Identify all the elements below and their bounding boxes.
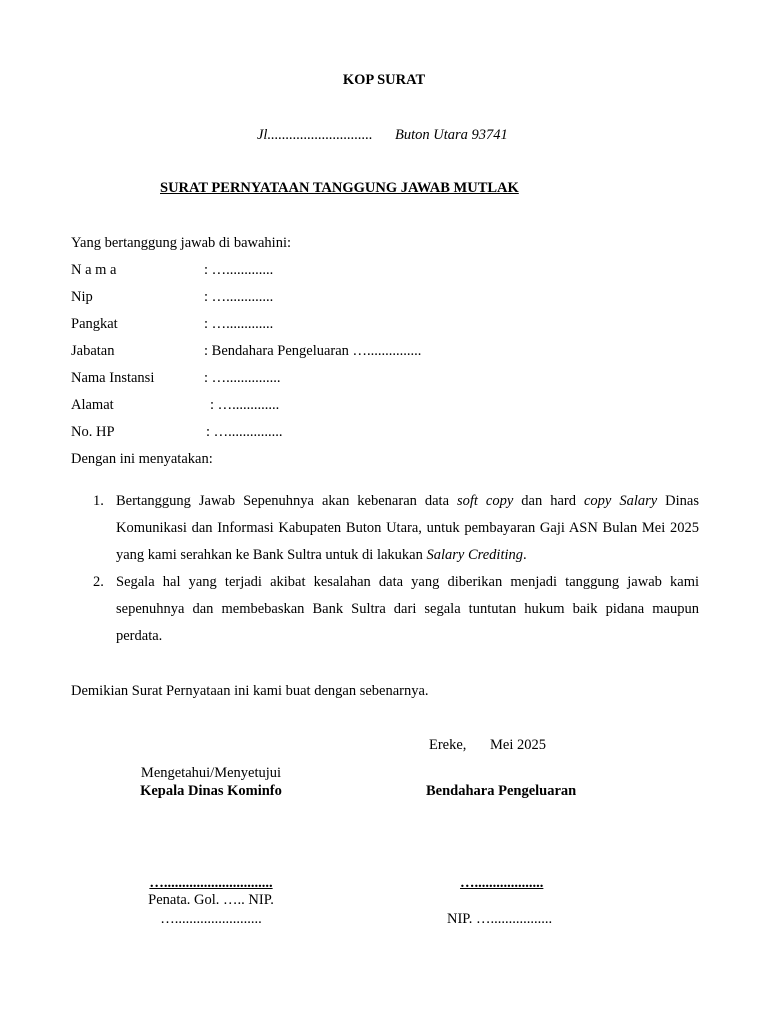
statement-text: . bbox=[523, 547, 527, 563]
sign-place: Ereke, bbox=[429, 737, 467, 753]
statement-list bbox=[93, 488, 699, 650]
field-value-instansi: : …............... bbox=[204, 370, 281, 386]
statement-item bbox=[93, 569, 699, 650]
right-signer-title: Bendahara Pengeluaran bbox=[426, 783, 577, 799]
field-value-alamat: : …............. bbox=[210, 397, 280, 413]
field-label-alamat: Alamat bbox=[71, 397, 114, 413]
statement-emphasis: copy Salary bbox=[583, 493, 658, 509]
intro-text: Yang bertanggung jawab di bawahini: bbox=[71, 235, 292, 251]
field-value-pangkat: : …............. bbox=[204, 316, 274, 332]
field-label-jabatan: Jabatan bbox=[71, 343, 115, 359]
address-city: Buton Utara 93741 bbox=[395, 127, 508, 143]
right-signer-name: …................... bbox=[460, 875, 544, 891]
statement-number: 2. bbox=[93, 574, 104, 590]
statement-item bbox=[93, 488, 699, 569]
statement-emphasis: Salary Crediting bbox=[426, 547, 523, 563]
statement-text: Segala hal yang terjadi akibat kesalahan data yang diberikan menjadi tanggung jawab kami sepenuhnya dan membebaskan Bank Sultra dari segala tuntutan hukum baik pidana maupun perdata. bbox=[116, 574, 699, 644]
approval-label: Mengetahui/Menyetujui bbox=[140, 765, 282, 781]
right-signer-nip: NIP. …................. bbox=[447, 911, 553, 927]
statement-text: Dinas Komunikasi dan Informasi Kabupaten Buton Utara, untuk pembayaran Gaji ASN Bulan Mei 2025 yang kami serahkan ke Bank Sultra untuk di lakukan bbox=[116, 493, 699, 563]
field-value-jabatan: : Bendahara Pengeluaran …............... bbox=[204, 343, 422, 359]
statement-number: 1. bbox=[93, 493, 104, 509]
field-label-nip: Nip bbox=[71, 289, 93, 305]
left-signer-title: Kepala Dinas Kominfo bbox=[140, 783, 282, 799]
field-value-hp: : …............... bbox=[206, 424, 283, 440]
address-street: Jl............................. bbox=[257, 127, 373, 143]
field-value-nip: : …............. bbox=[204, 289, 274, 305]
left-signer-nip: …........................ bbox=[160, 911, 262, 927]
left-signer-name: ….............................. bbox=[149, 875, 273, 891]
field-label-hp: No. HP bbox=[71, 424, 115, 440]
statement-text: Bertanggung Jawab Sepenuhnya akan kebenaran data bbox=[116, 493, 457, 509]
field-label-nama: N a m a bbox=[71, 262, 117, 278]
document-title: SURAT PERNYATAAN TANGGUNG JAWAB MUTLAK bbox=[160, 180, 519, 196]
field-value-nama: : …............. bbox=[204, 262, 274, 278]
declaration-intro: Dengan ini menyatakan: bbox=[71, 451, 213, 467]
statement-emphasis: soft copy bbox=[457, 493, 514, 509]
sign-date: Mei 2025 bbox=[490, 737, 546, 753]
statement-text: dan hard bbox=[513, 493, 584, 509]
field-label-instansi: Nama Instansi bbox=[71, 370, 155, 386]
left-signer-rank: Penata. Gol. ….. NIP. bbox=[148, 892, 274, 908]
field-label-pangkat: Pangkat bbox=[71, 316, 118, 332]
letterhead-label: KOP SURAT bbox=[342, 72, 426, 88]
closing-text: Demikian Surat Pernyataan ini kami buat dengan sebenarnya. bbox=[71, 683, 429, 699]
